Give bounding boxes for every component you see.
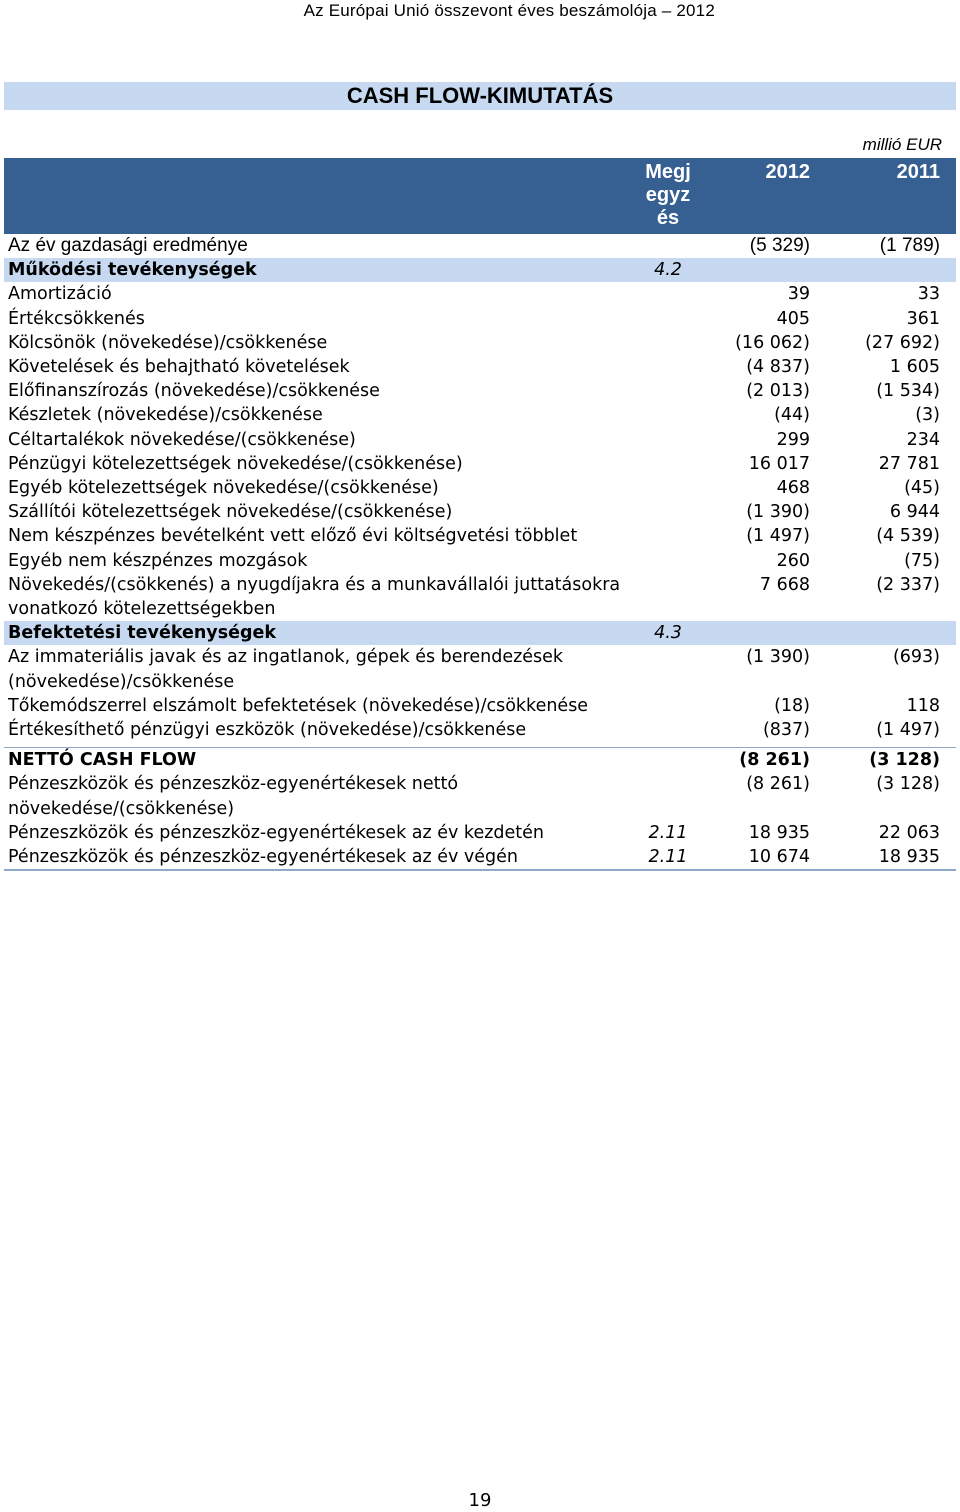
row-label: Befektetési tevékenységek: [8, 623, 277, 644]
row-label: Az év gazdasági eredménye: [8, 235, 248, 256]
row-value-2012: 260: [776, 550, 810, 571]
table-row: [4, 694, 956, 718]
row-label: Értékcsökkenés: [8, 308, 145, 329]
row-value-2012: 18 935: [748, 822, 810, 843]
row-label: Pénzeszközök és pénzeszköz-egyenértékesek nettó növekedése/(csökkenése): [8, 774, 459, 819]
row-value-2011: (3): [915, 405, 940, 426]
row-value-2012: (1 497): [746, 526, 810, 547]
row-note: 2.11: [648, 847, 688, 868]
row-value-2012: (1 390): [746, 647, 810, 668]
row-label: Pénzeszközök és pénzeszköz-egyenértékesek az év végén: [8, 847, 519, 868]
row-value-2012: 405: [776, 308, 810, 329]
row-label: NETTÓ CASH FLOW: [8, 750, 197, 771]
table-row: [4, 379, 956, 403]
year-2012-header: 2012: [765, 161, 810, 183]
table-row: [4, 331, 956, 355]
table-row: [4, 524, 956, 548]
row-label: Nem készpénzes bevételként vett előző évi költségvetési többlet: [8, 526, 578, 547]
row-value-2011: 18 935: [878, 847, 940, 868]
table-row: [4, 645, 956, 693]
section-row: [4, 258, 956, 282]
row-label: Szállítói kötelezettségek növekedése/(csökkenése): [8, 502, 453, 523]
report-title: CASH FLOW-KIMUTATÁS: [4, 82, 956, 110]
row-value-2011: 22 063: [878, 822, 940, 843]
table-header: [4, 158, 956, 234]
row-label: Növekedés/(csökkenés) a nyugdíjakra és a munkavállalói juttatásokra vonatkozó kötelezettségekben: [8, 574, 621, 620]
year-2011-header: 2011: [896, 161, 940, 183]
row-value-2012: (1 390): [746, 502, 810, 523]
row-value-2011: 361: [906, 308, 940, 329]
table-row: [4, 549, 956, 573]
table-row: [4, 307, 956, 331]
table-row: [4, 772, 956, 820]
running-header: Az Európai Unió összevont éves beszámolója – 2012: [303, 1, 715, 20]
row-label: Követelések és behajtható követelések: [8, 357, 350, 378]
table-row: [4, 282, 956, 306]
row-label: Egyéb nem készpénzes mozgások: [8, 550, 308, 571]
row-value-2012: 10 674: [748, 847, 810, 868]
row-value-2011: (1 497): [876, 720, 940, 741]
row-value-2011: (45): [904, 478, 940, 499]
row-note: 4.2: [654, 260, 682, 281]
row-value-2011: 234: [906, 429, 940, 450]
row-label: Tőkemódszerrel elszámolt befektetések (növekedése)/csökkenése: [8, 695, 589, 716]
row-value-2011: (1 789): [879, 235, 940, 256]
cash-flow-table: [4, 234, 956, 871]
row-value-2012: 16 017: [748, 453, 810, 474]
table-row: [4, 355, 956, 379]
table-row: [4, 573, 956, 621]
row-value-2011: (3 128): [869, 750, 940, 771]
row-label: Kölcsönök (növekedése)/csökkenése: [8, 332, 328, 353]
table-row: [4, 718, 956, 742]
row-label: Készletek (növekedése)/csökkenése: [8, 405, 323, 426]
row-value-2011: (1 534): [876, 381, 940, 402]
row-value-2011: (3 128): [876, 774, 940, 795]
row-label: Pénzügyi kötelezettségek növekedése/(csökkenése): [8, 453, 463, 474]
row-value-2012: (5 329): [749, 235, 810, 256]
row-value-2011: 6 944: [889, 502, 940, 523]
table-row: [4, 476, 956, 500]
total-row: [4, 747, 956, 772]
row-label: Előfinanszírozás (növekedése)/csökkenése: [8, 381, 380, 402]
row-value-2011: 33: [917, 284, 940, 305]
table-row: [4, 234, 956, 258]
row-label: Értékesíthető pénzügyi eszközök (növekedése)/csökkenése: [8, 720, 527, 741]
table-row: [4, 428, 956, 452]
row-label: Működési tevékenységek: [8, 260, 257, 281]
unit-label: millió EUR: [862, 135, 942, 154]
row-value-2012: (18): [774, 695, 810, 716]
row-value-2012: 39: [787, 284, 810, 305]
row-value-2011: (4 539): [876, 526, 940, 547]
table-row: [4, 452, 956, 476]
row-label: Az immateriális javak és az ingatlanok, gépek és berendezések (növekedése)/csökkenése: [8, 647, 564, 692]
row-note: 2.11: [648, 822, 688, 843]
table-row: [4, 845, 956, 871]
table-row: [4, 821, 956, 845]
row-value-2011: 118: [906, 695, 940, 716]
row-value-2011: (75): [904, 550, 940, 571]
row-label: Pénzeszközök és pénzeszköz-egyenértékesek az év kezdetén: [8, 822, 544, 843]
row-value-2011: (27 692): [865, 332, 940, 353]
row-value-2012: (44): [774, 405, 810, 426]
page-number: 19: [468, 1490, 492, 1511]
row-value-2012: (8 261): [746, 774, 810, 795]
row-value-2011: (2 337): [876, 574, 940, 595]
row-value-2012: (2 013): [746, 381, 810, 402]
section-row: [4, 621, 956, 645]
row-value-2012: (16 062): [735, 332, 810, 353]
row-note: 4.3: [654, 623, 682, 644]
row-value-2012: (4 837): [746, 357, 810, 378]
row-value-2012: (8 261): [739, 750, 810, 771]
table-row: [4, 403, 956, 427]
row-label: Egyéb kötelezettségek növekedése/(csökkenése): [8, 478, 439, 499]
row-value-2012: 299: [776, 429, 810, 450]
note-column-header: Megj egyz és: [645, 161, 691, 229]
row-value-2012: 7 668: [759, 574, 810, 595]
row-label: Céltartalékok növekedése/(csökkenése): [8, 429, 356, 450]
row-label: Amortizáció: [8, 284, 112, 305]
row-value-2012: 468: [776, 478, 810, 499]
row-value-2012: (837): [762, 720, 810, 741]
table-row: [4, 500, 956, 524]
row-value-2011: 27 781: [878, 453, 940, 474]
row-value-2011: 1 605: [889, 357, 940, 378]
row-value-2011: (693): [892, 647, 940, 668]
